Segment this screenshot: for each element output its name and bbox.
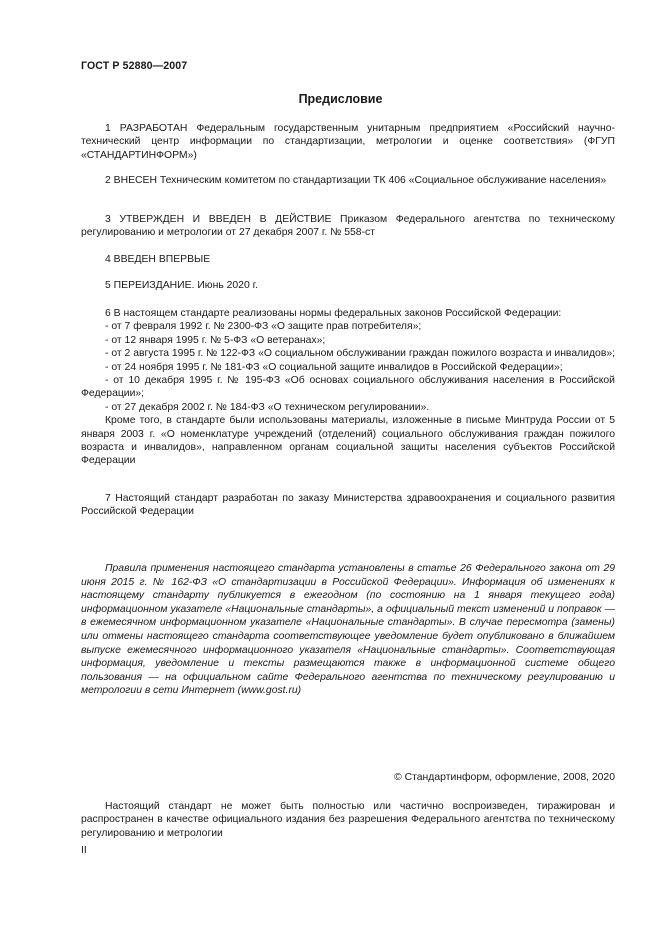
rules-note: Правила применения настоящего стандарта установлены в статье 26 Федерального закона от 29 июня 2015 г. № 162-ФЗ «О стандартизации в Российской Федерации». Информация об изменениях к настоящему стандарту публикуется в ежегодном (по состоянию на 1 января текущего года) информационном указателе «Национальные стандарты», а официальный текст изменений и поправок — в ежемесячном информационном указателе «Национальные стандарты». В случае пересмотра (замены) или отмены настоящего стандарта соответствующее уведомление будет опубликовано в ближайшем выпуске ежемесячного информационного указателя «Национальные стандарты». Соответствующая информация, уведомление и тексты размещаются также в информационной системе общего пользования — на официальном сайте Федерального агентства по техническому регулированию и метрологии в сети Интернет (www.gost.ru) (81, 563, 615, 697)
paragraph-7-text: 7 Настоящий стандарт разработан по заказу Министерства здравоохранения и социального развития Российской Федерации (81, 493, 615, 518)
paragraph-5 (81, 279, 615, 292)
law-item-6: - от 27 декабря 2002 г. № 184-ФЗ «О техническом регулировании». (105, 401, 430, 413)
paragraph-1 (81, 122, 615, 162)
page-title: Предисловие (298, 92, 383, 106)
paragraph-5-text: 5 ПЕРЕИЗДАНИЕ. Июнь 2020 г. (105, 280, 259, 291)
law-item-1: - от 7 февраля 1992 г. № 2300-ФЗ «О защите прав потребителя»; (105, 321, 422, 333)
document-header: ГОСТ Р 52880—2007 (81, 60, 188, 72)
law-item-4: - от 24 ноября 1995 г. № 181-ФЗ «О социальной защите инвалидов в Российской Федерации»; (105, 361, 563, 373)
paragraph-6-extra: Кроме того, в стандарте были использованы материалы, изложенные в письме Минтруда России от 5 января 2003 г. «О номенклатуре учреждений (отделений) социального обслуживания граждан пожилого возраста и инвалидов», направленном органам социальной защиты населения субъектов Российской Федерации (81, 415, 615, 467)
copyright-line: © Стандартинформ, оформление, 2008, 2020 (394, 772, 615, 783)
reproduction-notice: Настоящий стандарт не может быть полностью или частично воспроизведен, тиражирован и распространен в качестве официального издания без разрешения Федерального агентства по техническому регулированию и метрологии (81, 801, 615, 839)
law-item-2: - от 12 января 1995 г. № 5-ФЗ «О ветеранах»; (105, 334, 326, 346)
paragraph-6-intro: 6 В настоящем стандарте реализованы нормы федеральных законов Российской Федерации: (105, 308, 562, 319)
law-item-5: - от 10 декабря 1995 г. № 195-ФЗ «Об основах социального обслуживания населения в Российской Федерации»; (81, 375, 615, 400)
paragraph-3 (81, 213, 615, 240)
law-item-3: - от 2 августа 1995 г. № 122-ФЗ «О социальном обслуживании граждан пожилого возраста и инвалидов»; (105, 348, 616, 360)
page-number: II (81, 845, 87, 856)
paragraph-2-text: 2 ВНЕСЕН Техническим комитетом по стандартизации ТК 406 «Социальное обслуживание населения» (105, 175, 607, 186)
paragraph-6 (81, 307, 615, 468)
paragraph-1-text: 1 РАЗРАБОТАН Федеральным государственным унитарным предприятием «Российский научно-технический центр информации по стандартизации, метрологии и оценке соответствия» (ФГУП «СТАНДАРТИНФОРМ») (81, 123, 615, 161)
paragraph-7 (81, 492, 615, 519)
paragraph-3-text: 3 УТВЕРЖДЕН И ВВЕДЕН В ДЕЙСТВИЕ Приказом Федерального агентства по техническому регулированию и метрологии от 27 декабря 2007 г. № 558-ст (81, 214, 615, 239)
paragraph-4-text: 4 ВВЕДЕН ВПЕРВЫЕ (105, 254, 211, 265)
paragraph-4 (81, 253, 615, 266)
paragraph-2 (81, 174, 615, 187)
